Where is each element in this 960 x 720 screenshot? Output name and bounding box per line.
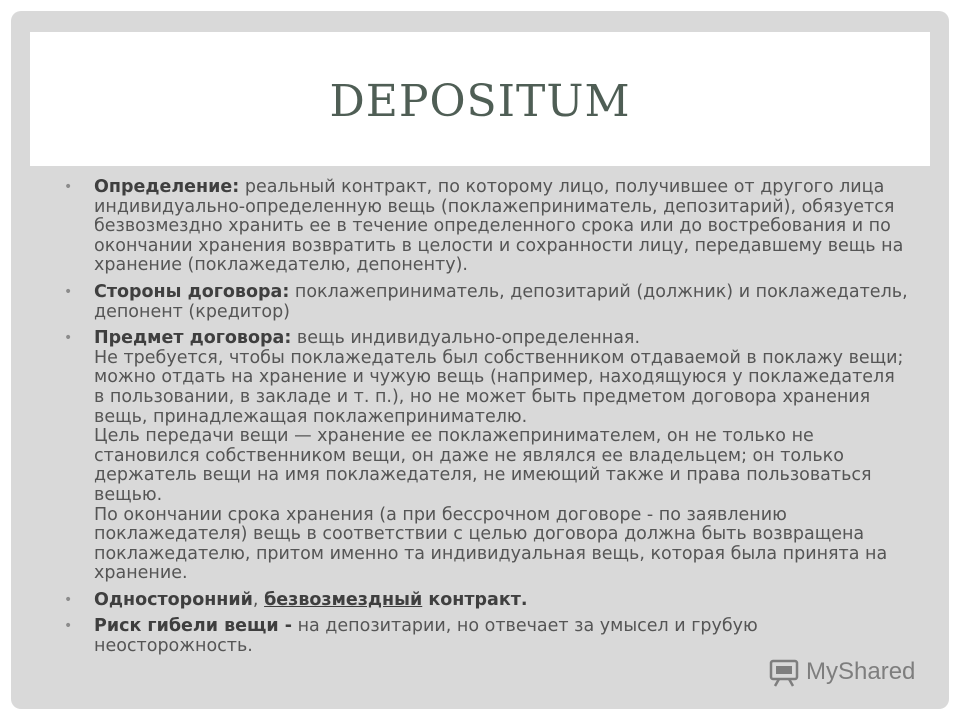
slide-title: DEPOSITUM (329, 76, 631, 127)
gratuitous-term: безвозмездный (264, 589, 423, 610)
title-band (30, 32, 930, 166)
bullet-dot: • (64, 330, 73, 347)
parties-text: поклажеприниматель, депозитарий (должник) и поклажедатель, депонент (кредитор) (94, 281, 908, 322)
bullet-risk (64, 616, 908, 657)
bullet-parties (64, 281, 908, 322)
definition-label: Определение: (94, 177, 240, 197)
subject-paragraph-ownership: Не требуется, чтобы поклажедатель был собственником отдаваемой в поклажу вещи; можно отдать на хранение и чужую вещь (например, находящуюся у поклажедателя в пользовании, в закладе и т. п.), но не может быть предметом договора хранения вещь, принадлежащая поклажепринимателю. (94, 347, 904, 427)
risk-label: Риск гибели вещи (94, 616, 279, 637)
myshared-watermark (768, 656, 915, 688)
unilateral-label: Односторонний (94, 589, 253, 610)
bullet-definition (64, 177, 908, 276)
definition-text: реальный контракт, по которому лицо, получившее от другого лица индивидуально-определенную вещь (поклажеприниматель, депозитарий), обязуется безвозмездно хранить ее в течение определенного срока или до востребования и по окончании хранения возвратить в целости и сохранности лицу, передавшему вещь на хранение (поклажедателю, депоненту). (94, 177, 904, 276)
bullet-dot: • (64, 179, 73, 195)
parties-label: Стороны договора: (94, 281, 290, 302)
unilateral-separator: , (252, 589, 265, 610)
subject-paragraph-return: По окончании срока хранения (а при бессрочном договоре - по заявлению поклажедателя) вещь в соответствии с целью договора должна быть возвращена поклажедателю, притом именно та индивидуальная вещь, которая была принята на хранение. (94, 504, 888, 584)
subject-text: вещь индивидуально-определенная. (291, 328, 641, 349)
risk-text: на депозитарии, но отвечает за умысел и грубую неосторожность. (94, 616, 758, 657)
bullet-unilateral (64, 589, 908, 611)
watermark-text: MyShared (806, 658, 916, 685)
bullet-dot: • (64, 618, 73, 635)
risk-dash: - (278, 616, 293, 637)
slide-content (64, 177, 908, 664)
subject-label: Предмет договора: (94, 328, 292, 349)
subject-paragraph-purpose: Цель передачи вещи — хранение ее поклажепринимателем, он не только не становился собственником вещи, он даже не являлся ее владельцем; он только держатель вещи на имя поклажедателя, не имеющий также и права пользоваться вещью. (94, 426, 872, 505)
presentation-board-icon (768, 656, 800, 688)
contract-word: контракт. (422, 589, 528, 610)
bullet-dot: • (64, 283, 73, 300)
bullet-subject (64, 328, 908, 584)
bullet-dot: • (64, 591, 73, 608)
